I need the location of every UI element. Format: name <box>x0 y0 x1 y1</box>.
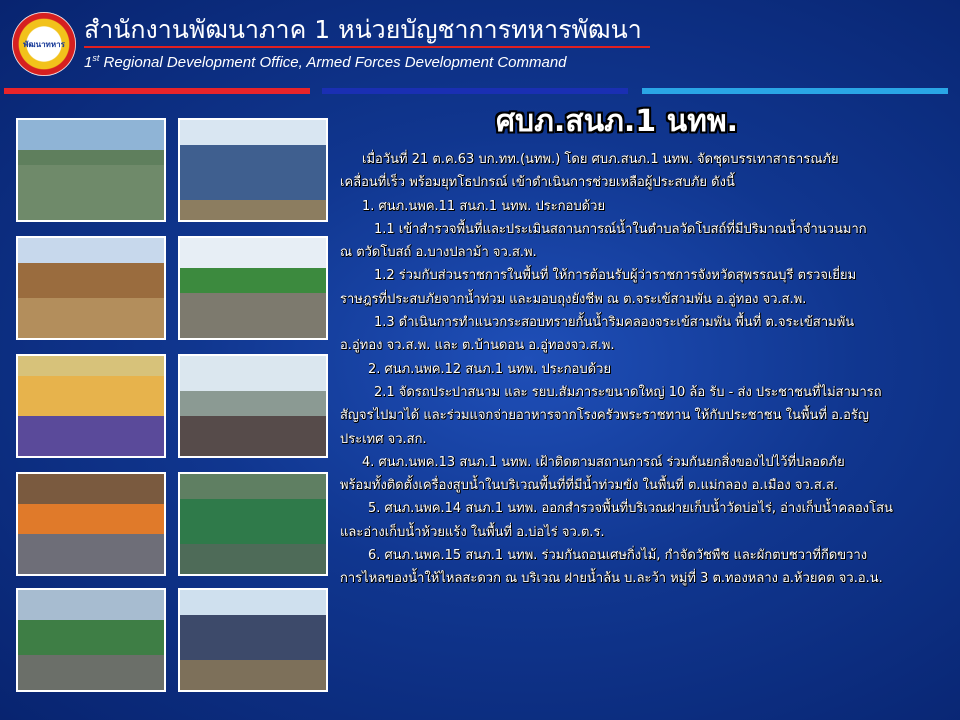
report-line: 2.1 จัดรถประปาสนาม และ รยบ.สัมภาระขนาดใหญ่ 10 ล้อ รับ - ส่ง ประชาชนที่ไม่สามารถ <box>374 384 882 400</box>
report-line: 1.2 ร่วมกับส่วนราชการในพื้นที่ ให้การต้อนรับผู้ว่าราชการจังหวัดสุพรรณบุรี ตรวจเยี่ยม <box>374 268 857 284</box>
title-en-number: 1 <box>84 54 93 71</box>
logo-text: พัฒนาทหาร <box>23 39 65 49</box>
team-group-photo <box>178 588 328 692</box>
title-en-ordinal: st <box>92 53 100 63</box>
report-line: และอ่างเก็บน้ำห้วยแร้ง ในพื้นที่ อ.บ่อไร่ จว.ต.ร. <box>340 524 605 540</box>
report-line: 1. ศนภ.นพค.11 สนภ.1 นทพ. ประกอบด้วย <box>362 198 606 214</box>
office-title-thai: สำนักงานพัฒนาภาค 1 หน่วยบัญชาการทหารพัฒนา <box>84 15 642 44</box>
armed-forces-development-logo <box>12 12 76 76</box>
soldiers-relief-bags-photo <box>178 118 328 222</box>
report-body <box>340 148 946 591</box>
report-line: เคลื่อนที่เร็ว พร้อมยุทโธปกรณ์ เข้าดำเนินการช่วยเหลือผู้ประสบภัย ดังนี้ <box>340 175 735 191</box>
report-line: 2. ศนภ.นพค.12 สนภ.1 นทพ. ประกอบด้วย <box>368 361 612 377</box>
header-stripe-red <box>4 88 310 94</box>
report-line: ประเทศ จว.สก. <box>340 431 427 447</box>
report-line: 1.1 เข้าสำรวจพื้นที่และประเมินสถานการณ์น้ำในตำบลวัดโบสถ์ที่มีปริมาณน้ำจำนวนมาก <box>374 221 867 237</box>
unit-title: ศบภ.สนภ.1 นทพ. <box>496 104 739 139</box>
relief-handover-photo <box>16 354 166 458</box>
report-line: เมื่อวันที่ 21 ต.ค.63 บก.ทท.(นทพ.) โดย ศบภ.สนภ.1 นทพ. จัดชุดบรรเทาสาธารณภัย <box>362 152 839 167</box>
header-stripe-lightblue <box>642 88 948 94</box>
report-line: 6. ศนภ.นพค.15 สนภ.1 นทพ. ร่วมกันถอนเศษกิ่งไม้, กำจัดวัชพืช และผักตบชวาที่กีดขวาง <box>368 548 868 564</box>
header-stripe-blue <box>322 88 628 94</box>
report-line: สัญจรไปมาได้ และร่วมแจกจ่ายอาหารจากโรงครัวพระราชทาน ให้กับประชาชน ในพื้นที่ อ.อรัญ <box>340 408 869 424</box>
report-line: ณ ตวัดโบสถ์ อ.บางปลาม้า จว.ส.พ. <box>340 245 537 261</box>
report-line: 1.3 ดำเนินการทำแนวกระสอบทรายกั้นน้ำริมคลองจระเข้สามพัน พื้นที่ ต.จระเข้สามพัน <box>374 315 855 331</box>
page-header <box>0 0 960 100</box>
sandbag-wall-photo <box>16 236 166 340</box>
report-line: 4. ศนภ.นพค.13 สนภ.1 นทพ. เฝ้าติดตามสถานการณ์ ร่วมกันยกสิ่งของไปไว้ที่ปลอดภัย <box>362 454 845 470</box>
weed-clearing-photo <box>178 472 328 576</box>
flood-boat-rescue-photo <box>16 118 166 222</box>
water-hyacinth-removal-photo <box>16 588 166 692</box>
report-line: อ.อู่ทอง จว.ส.พ. และ ต.บ้านดอน อ.อู่ทองจว.ส.พ. <box>340 338 615 354</box>
title-underline <box>84 46 650 48</box>
flooded-road-photo <box>178 354 328 458</box>
report-line: พร้อมทั้งติดตั้งเครื่องสูบน้ำในบริเวณพื้นที่ที่มีน้ำท่วมขัง ในพื้นที่ ต.แม่กลอง อ.เมือง จว.ส.ส. <box>340 478 839 494</box>
report-line: การไหลของน้ำให้ไหลสะดวก ณ บริเวณ ฝายน้ำล้น บ.ละว้า หมู่ที่ 3 ต.ทองหลาง อ.ห้วยคต จว.อ.น. <box>340 571 883 587</box>
office-meeting-photo <box>16 472 166 576</box>
report-line: ราษฎรที่ประสบภัยจากน้ำท่วม และมอบถุงยังชีพ ณ ต.จระเข้สามพัน อ.อู่ทอง จว.ส.พ. <box>340 291 807 307</box>
title-en-rest: Regional Development Office, Armed Forces Development Command <box>99 54 567 71</box>
office-title-english <box>84 53 567 71</box>
report-line: 5. ศนภ.นพค.14 สนภ.1 นทพ. ออกสำรวจพื้นที่บริเวณฝายเก็บน้ำวัดบ่อไร่, อ่างเก็บน้ำคลองโสน <box>368 501 893 517</box>
water-truck-photo <box>178 236 328 340</box>
